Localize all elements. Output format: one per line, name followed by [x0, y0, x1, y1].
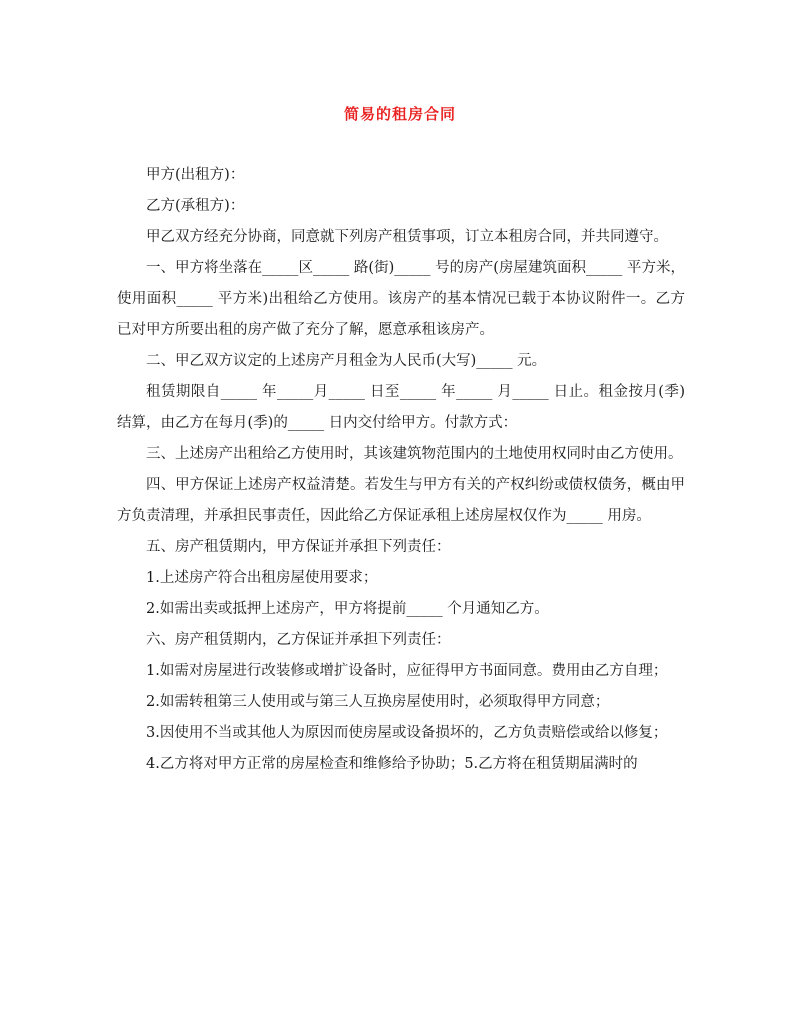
clause-5-item-1: 1.上述房产符合出租房屋使用要求；	[146, 570, 378, 586]
document-body	[117, 160, 685, 780]
preamble-paragraph: 甲乙双方经充分协商，同意就下列房产租赁事项，订立本租房合同，并共同遵守。	[146, 229, 668, 245]
clause-4-paragraph: 四、甲方保证上述房产权益清楚。若发生与甲方有关的产权纠纷或债权债务，概由甲方负责清理，并承担民事责任，因此给乙方保证承租上述房屋权仅作为_____ 用房。	[117, 477, 685, 524]
lease-term-paragraph: 租赁期限自_____ 年_____月_____ 日至_____ 年_____ 月_____ 日止。租金按月(季)结算，由乙方在每月(季)的_____ 日内交付给甲方。付款方式：	[117, 384, 685, 431]
clause-3-paragraph: 三、上述房产出租给乙方使用时，其该建筑物范围内的土地使用权同时由乙方使用。	[146, 446, 683, 462]
party-b-line: 乙方(承租方)：	[146, 198, 245, 214]
clause-1-paragraph: 一、甲方将坐落在_____区_____ 路(街)_____ 号的房产(房屋建筑面积_____ 平方米，使用面积_____ 平方米)出租给乙方使用。该房产的基本情况已载于本协议附件一。乙方已对甲方所要出租的房产做了充分了解，愿意承租该房产。	[117, 260, 685, 338]
party-a-line: 甲方(出租方)：	[146, 167, 245, 183]
document-title: 简易的租房合同	[343, 105, 456, 123]
clause-6-item-2: 2.如需转租第三人使用或与第三人互换房屋使用时，必须取得甲方同意；	[146, 694, 610, 710]
clause-6-item-4-5: 4.乙方将对甲方正常的房屋检查和维修给予协助；5.乙方将在租赁期届满时的	[146, 756, 638, 772]
clause-5-item-2: 2.如需出卖或抵押上述房产，甲方将提前_____ 个月通知乙方。	[146, 601, 549, 617]
clause-5-heading: 五、房产租赁期内，甲方保证并承担下列责任：	[146, 539, 451, 555]
clause-6-item-3: 3.因使用不当或其他人为原因而使房屋或设备损坏的，乙方负责赔偿或给以修复；	[146, 725, 668, 741]
clause-6-item-1: 1.如需对房屋进行改装修或增扩设备时，应征得甲方书面同意。费用由乙方自理；	[146, 663, 668, 679]
clause-6-heading: 六、房产租赁期内，乙方保证并承担下列责任：	[146, 632, 451, 648]
clause-2-paragraph: 二、甲乙双方议定的上述房产月租金为人民币(大写)_____ 元。	[146, 353, 547, 369]
